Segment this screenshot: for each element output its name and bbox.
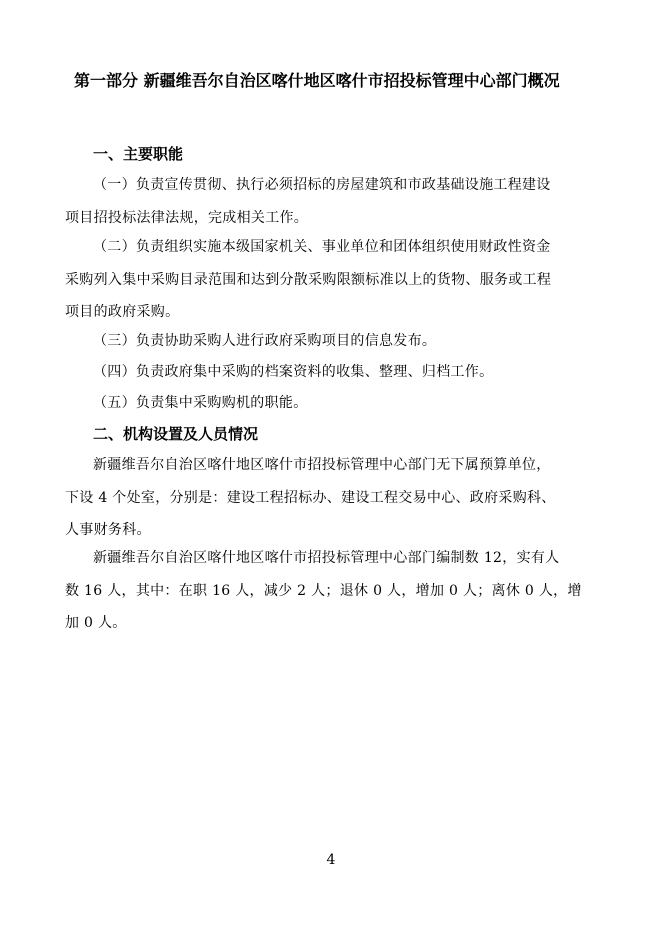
text-line: （三）负责协助采购人进行政府采购项目的信息发布。 bbox=[93, 333, 437, 349]
text-line: （二）负责组织实施本级国家机关、事业单位和团体组织使用财政性资金 bbox=[93, 239, 551, 255]
page-title: 第一部分 新疆维吾尔自治区喀什地区喀什市招投标管理中心部门概况 bbox=[74, 71, 560, 90]
function-item-1 bbox=[65, 169, 593, 234]
text-line: 数 16 人，其中：在职 16 人，减少 2 人；退休 0 人，增加 0 人；离休 0 人，增 bbox=[65, 582, 582, 599]
text-line: 加 0 人。 bbox=[65, 615, 127, 631]
text-line: 采购列入集中采购目录范围和达到分散采购限额标准以上的货物、服务或工程 bbox=[65, 271, 552, 288]
text-line: （四）负责政府集中采购的档案资料的收集、整理、归档工作。 bbox=[93, 364, 494, 380]
text-line: 新疆维吾尔自治区喀什地区喀什市招投标管理中心部门无下属预算单位， bbox=[93, 457, 551, 473]
function-item-3 bbox=[93, 325, 593, 358]
text-line: （五）负责集中采购购机的职能。 bbox=[93, 395, 308, 411]
text-line: （一）负责宣传贯彻、执行必须招标的房屋建筑和市政基础设施工程建设 bbox=[93, 177, 551, 193]
function-item-4 bbox=[93, 356, 593, 389]
page-number: 4 bbox=[326, 852, 336, 868]
function-item-2 bbox=[65, 231, 593, 329]
text-line: 项目招投标法律法规，完成相关工作。 bbox=[65, 209, 309, 226]
text-line: 人事财务科。 bbox=[65, 522, 151, 538]
text-line: 新疆维吾尔自治区喀什地区喀什市招投标管理中心部门编制数 12，实有人 bbox=[93, 550, 560, 566]
organization-paragraph bbox=[65, 449, 593, 547]
text-line: 下设 4 个处室，分别是：建设工程招标办、建设工程交易中心、政府采购科、 bbox=[65, 489, 556, 506]
staffing-paragraph bbox=[65, 542, 593, 640]
section-heading-organization: 二、机构设置及人员情况 bbox=[93, 425, 259, 443]
function-item-5 bbox=[93, 387, 593, 420]
text-line: 项目的政府采购。 bbox=[65, 304, 180, 320]
section-heading-main-functions: 一、主要职能 bbox=[93, 145, 184, 163]
